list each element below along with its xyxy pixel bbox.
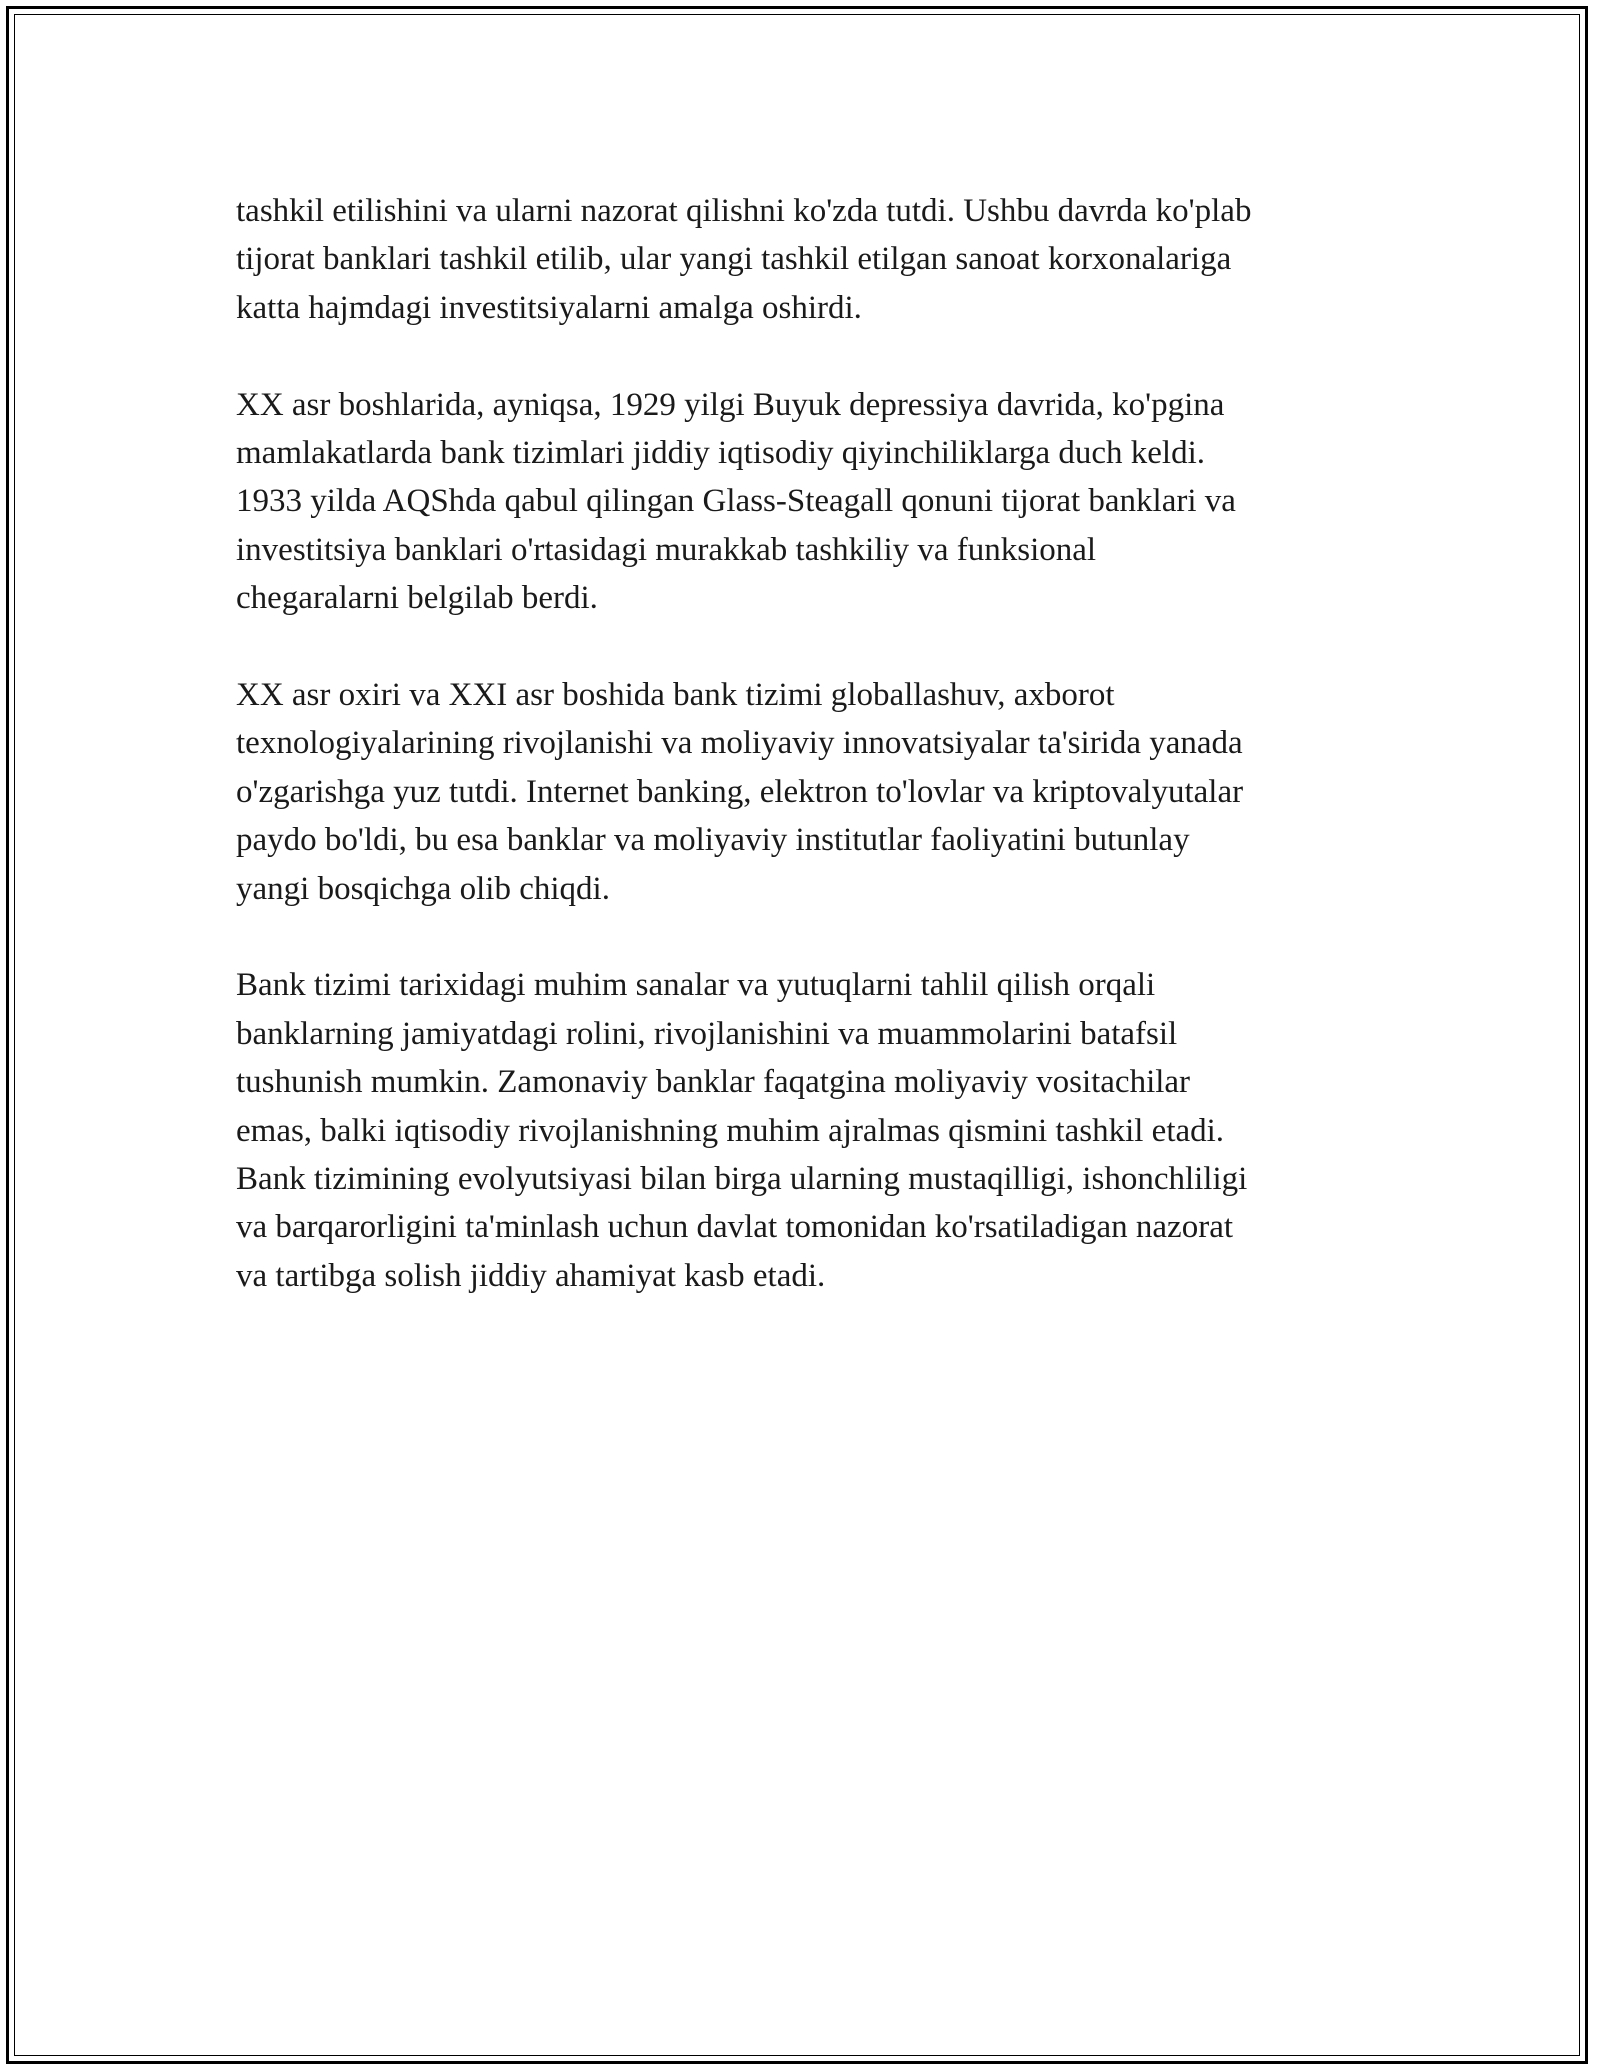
text-line: Bank tizimining evolyutsiyasi bilan birga ularning mustaqilligi, ishonchliligi: [236, 1161, 1248, 1198]
text-line: yangi bosqichga olib chiqdi.: [236, 870, 610, 907]
text-line: tashkil etilishini va ularni nazorat qilishni ko'zda tutdi. Ushbu davrda ko'plab: [236, 193, 1252, 229]
document-body: [236, 187, 1376, 1349]
text-line: emas, balki iqtisodiy rivojlanishning muhim ajralmas qismini tashkil etadi.: [236, 1112, 1225, 1149]
text-line: va barqarorligini ta'minlash uchun davlat tomonidan ko'rsatiladigan nazorat: [236, 1209, 1234, 1246]
paragraph-3: [236, 671, 1376, 913]
text-line: tushunish mumkin. Zamonaviy banklar faqatgina moliyaviy vositachilar: [236, 1064, 1191, 1101]
text-line: 1933 yilda AQShda qabul qilingan Glass-Steagall qonuni tijorat banklari va: [236, 483, 1236, 520]
text-line: tijorat banklari tashkil etilib, ular yangi tashkil etilgan sanoat korxonalariga: [236, 241, 1232, 278]
text-line: texnologiyalarining rivojlanishi va moliyaviy innovatsiyalar ta'sirida yanada: [236, 725, 1243, 762]
paragraph-2: [236, 381, 1376, 623]
text-line: katta hajmdagi investitsiyalarni amalga oshirdi.: [236, 289, 862, 326]
text-line: paydo bo'ldi, bu esa banklar va moliyaviy institutlar faoliyatini butunlay: [236, 822, 1190, 859]
text-line: o'zgarishga yuz tutdi. Internet banking, elektron to'lovlar va kriptovalyutalar: [236, 773, 1244, 810]
text-line: mamlakatlarda bank tizimlari jiddiy iqtisodiy qiyinchiliklarga duch keldi.: [236, 435, 1206, 472]
paragraph-1: [236, 187, 1376, 332]
paragraph-4: [236, 961, 1376, 1300]
text-line: investitsiya banklari o'rtasidagi murakkab tashkiliy va funksional: [236, 531, 1097, 568]
text-line: XX asr oxiri va XXI asr boshida bank tizimi globallashuv, axborot: [236, 677, 1115, 714]
text-line: XX asr boshlarida, ayniqsa, 1929 yilgi Buyuk depressiya davrida, ko'pgina: [236, 386, 1225, 423]
text-line: chegaralarni belgilab berdi.: [236, 580, 598, 617]
text-line: va tartibga solish jiddiy ahamiyat kasb etadi.: [236, 1257, 826, 1294]
text-line: Bank tizimi tarixidagi muhim sanalar va yutuqlarni tahlil qilish orqali: [236, 967, 1156, 1004]
text-line: banklarning jamiyatdagi rolini, rivojlanishini va muammolarini batafsil: [236, 1015, 1178, 1052]
